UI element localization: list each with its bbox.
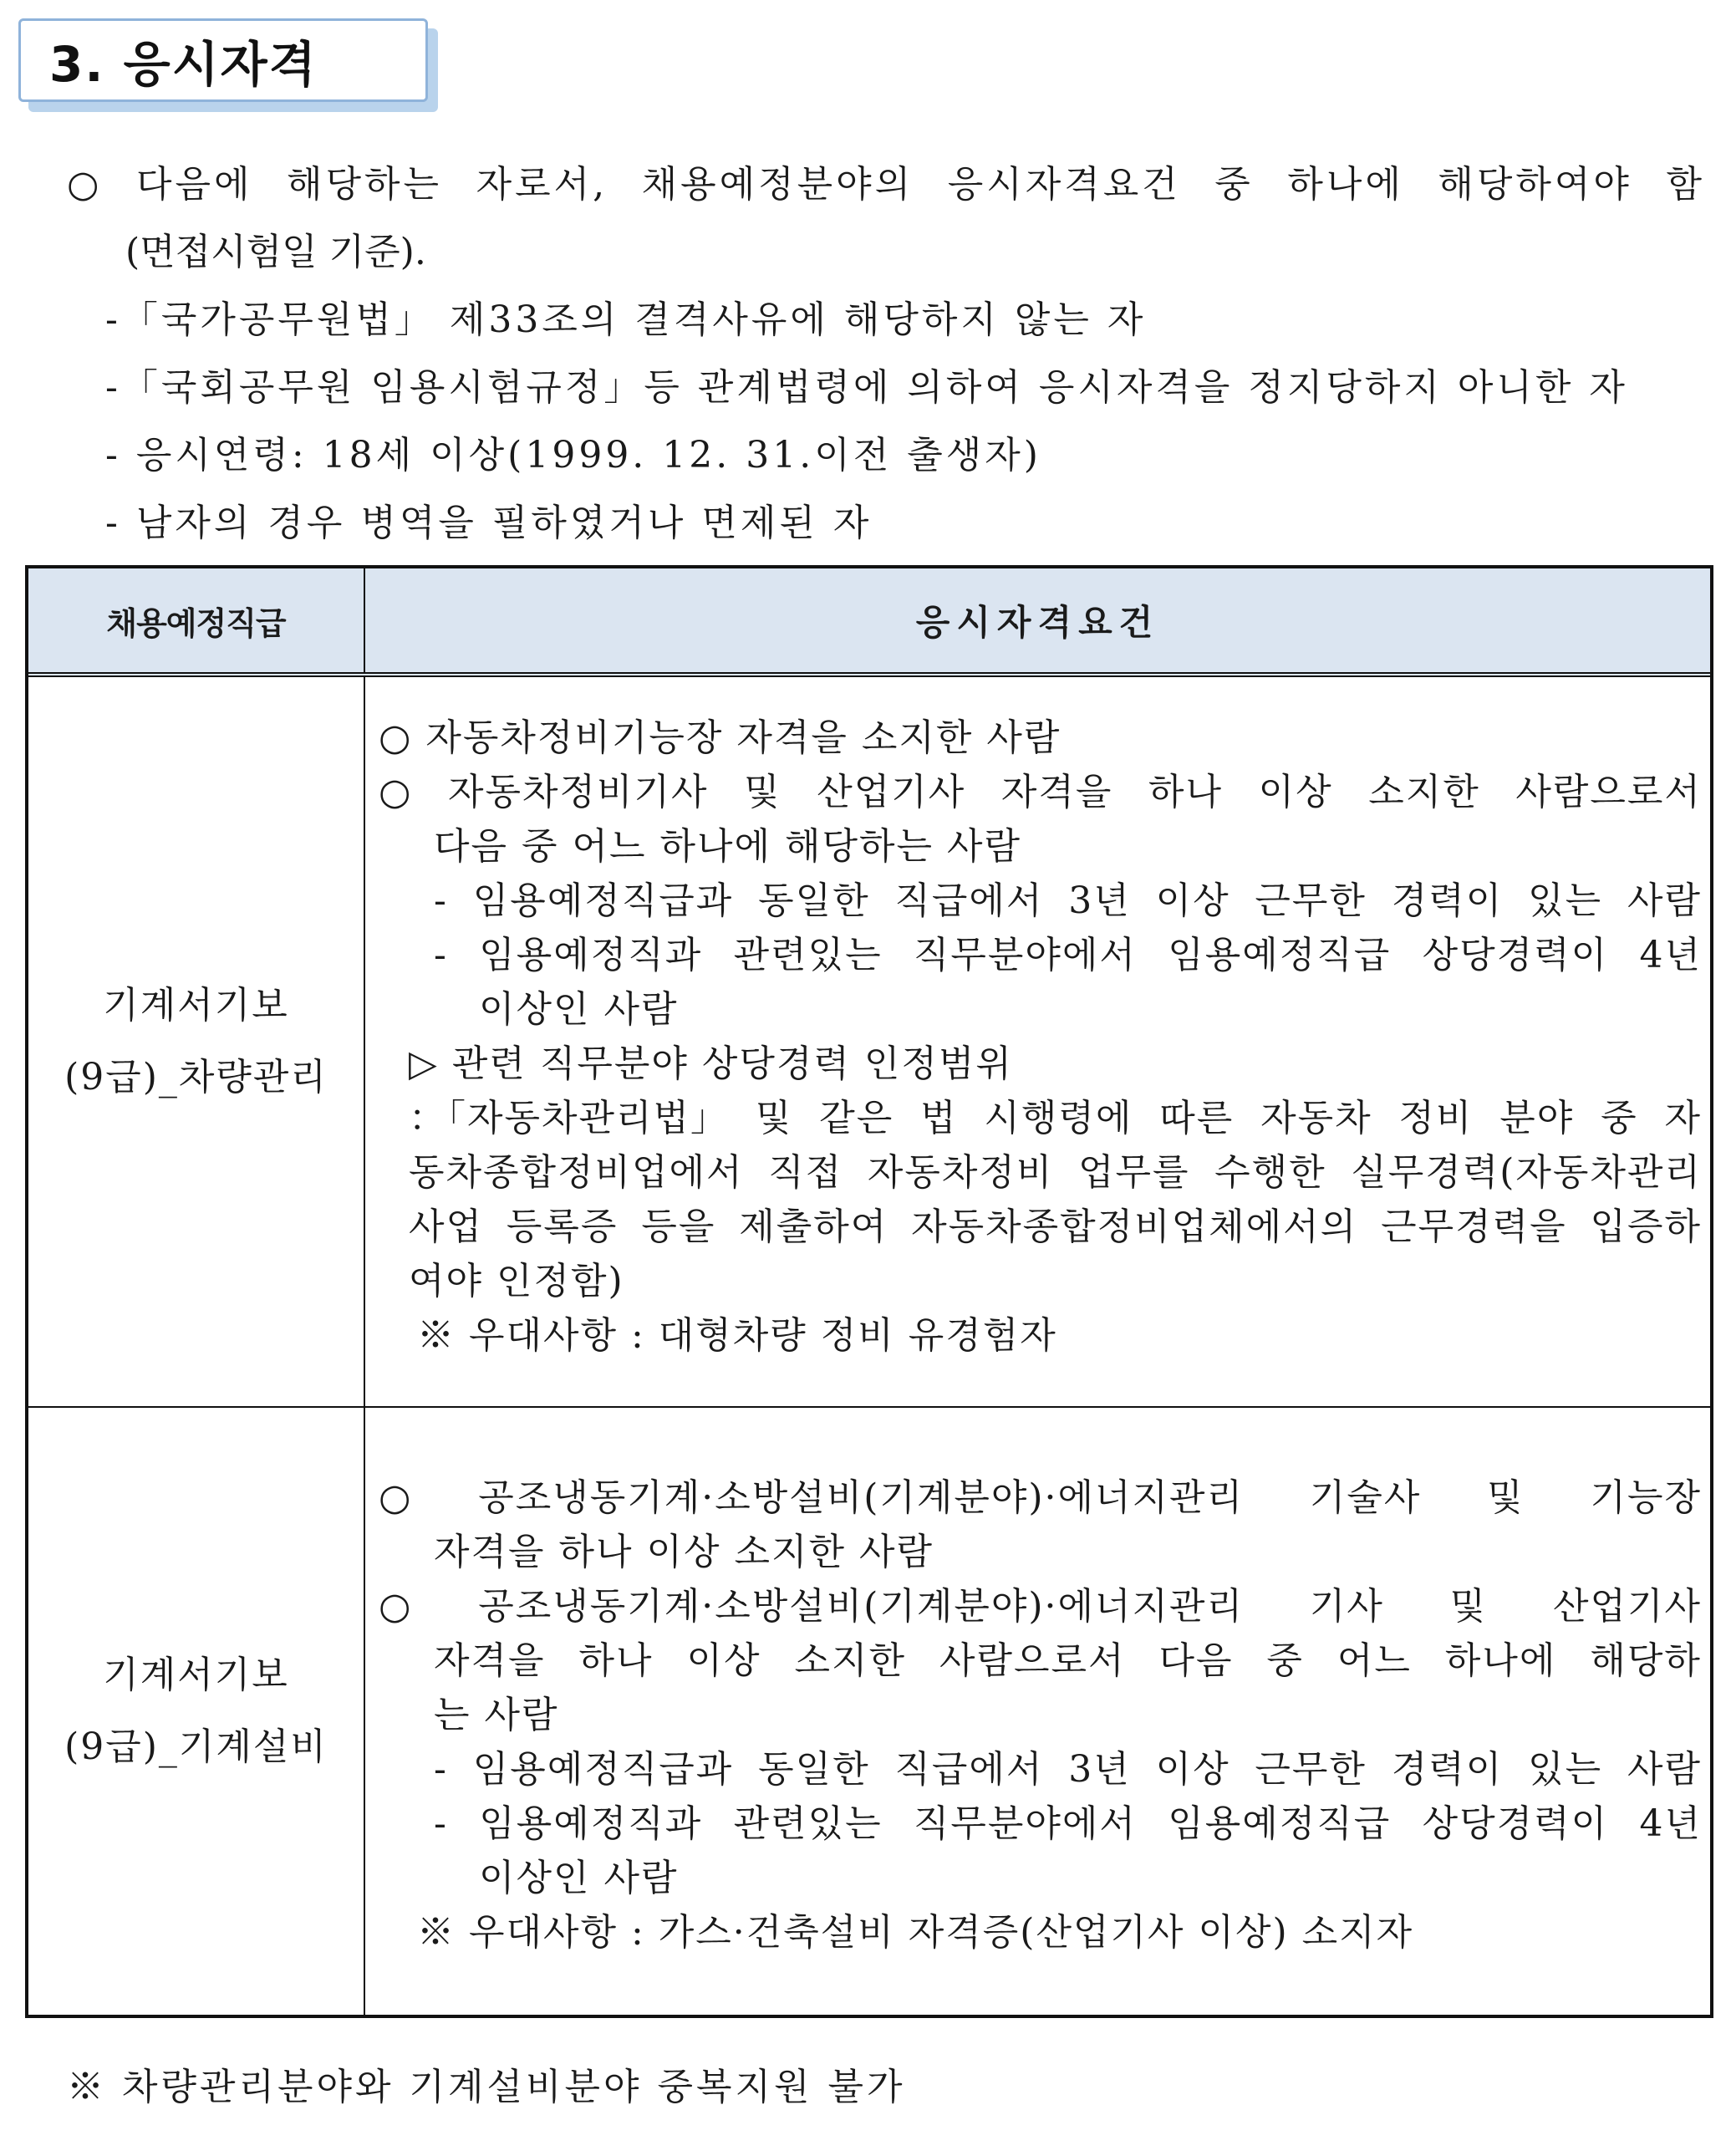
intro-bullet-line [67, 150, 1705, 218]
word: 직급에서 [894, 879, 1044, 922]
word: 실무경력(자동차관리 [1351, 1151, 1702, 1194]
word: 자동차 [1260, 1097, 1372, 1139]
header-grade: 채용예정직급 [28, 568, 365, 672]
req-line [379, 1200, 1702, 1254]
intro-block [67, 150, 1705, 557]
word: 관련있는 [733, 934, 883, 976]
word: 다음에 [135, 163, 253, 206]
req-line [379, 1470, 1702, 1525]
word: 임용예정직급과 [472, 879, 734, 922]
requirements-cell [365, 677, 1710, 1406]
word: 이상 [1155, 1748, 1230, 1791]
word: 3년 [1068, 1748, 1131, 1791]
word: ○ [379, 771, 413, 813]
word: 등을 [641, 1205, 716, 1248]
req-line [379, 1742, 1702, 1797]
word: 이상 [686, 1639, 761, 1682]
word: 자동차정비 [867, 1151, 1054, 1194]
word: 산업기사 [817, 771, 966, 813]
word: 기능장 [1590, 1476, 1702, 1519]
header-requirements: 응시자격요건 [915, 602, 1160, 643]
word: 하나 [578, 1639, 654, 1682]
word: 자 [1664, 1097, 1702, 1139]
word: ：「자동차관리법」 [409, 1097, 730, 1139]
word: 공조냉동기계·소방설비(기계분야)·에너지관리 [478, 1585, 1245, 1628]
requirements-lines [379, 711, 1702, 1363]
word: 4년 [1639, 1802, 1702, 1845]
word: 업무를 [1077, 1151, 1190, 1194]
grade-cell [28, 1408, 365, 2015]
word: - [434, 879, 448, 922]
word: 경력이 [1391, 1748, 1504, 1791]
word: 사업 [409, 1205, 484, 1248]
grade-field: (9급)_차량관리 [64, 1056, 328, 1098]
req-line: 여야 인정함) [409, 1260, 624, 1302]
word: 따른 [1159, 1097, 1235, 1139]
word: 사람 [1627, 1748, 1702, 1791]
section-heading [18, 18, 436, 110]
word: 채용예정분야의 [641, 163, 914, 206]
req-line [379, 1145, 1702, 1200]
word: 응시자격요건 [947, 163, 1181, 206]
req-line [379, 1634, 1702, 1688]
word: 동일한 [758, 879, 870, 922]
req-line [379, 1091, 1702, 1145]
word: 직급에서 [894, 1748, 1044, 1791]
word: 있는 [1528, 879, 1603, 922]
heading-box [18, 18, 428, 102]
req-line [379, 874, 1702, 928]
word: 기술사 [1309, 1476, 1422, 1519]
word: 사람으로서 [939, 1639, 1126, 1682]
intro-dash-4: - 남자의 경우 병역을 필하였거나 면제된 자 [105, 502, 873, 544]
word: 근무경력을 [1381, 1205, 1567, 1248]
word: 상당경력이 [1422, 934, 1609, 976]
word: 4년 [1639, 934, 1702, 976]
req-line [379, 765, 1702, 819]
intro-dash-3: - 응시연령: 18세 이상(1999. 12. 31.이전 출생자) [105, 434, 1041, 477]
word: 소지한 [1368, 771, 1480, 813]
word: 자로서, [476, 163, 608, 206]
word: 같은 [819, 1097, 894, 1139]
word: 동일한 [758, 1748, 870, 1791]
requirements-cell [365, 1408, 1710, 2015]
word: 및 [744, 771, 781, 813]
req-line [379, 1579, 1702, 1634]
word: 사람 [1627, 879, 1702, 922]
req-line: 이상인 사람 [479, 1857, 679, 1899]
intro-dash-2: -「국회공무원 임용시험규정」등 관계법령에 의하여 응시자격을 정지당하지 아니한 자 [105, 366, 1628, 409]
word: 및 [755, 1097, 793, 1139]
requirements-table [25, 565, 1713, 2018]
req-line: ※ 우대사항 : 대형차량 정비 유경험자 [417, 1314, 1057, 1357]
word: 직무분야에서 [913, 1802, 1137, 1845]
table-header-row [28, 568, 1710, 677]
req-line: 는 사람 [434, 1694, 559, 1736]
word: 산업기사 [1552, 1585, 1702, 1628]
word: 중 [1266, 1639, 1304, 1682]
word: 중 [1214, 163, 1254, 206]
word: 직무분야에서 [913, 934, 1137, 976]
intro-bullet-continuation: (면접시험일 기준). [125, 231, 426, 273]
req-line: ▷ 관련 직무분야 상당경력 인정범위 [409, 1042, 1013, 1085]
grade-field: (9급)_기계설비 [64, 1725, 328, 1768]
word: 동차종합정비업에서 [409, 1151, 744, 1194]
word: 입증하 [1590, 1205, 1702, 1248]
grade-title: 기계서기보 [103, 1654, 289, 1696]
word: 사람으로서 [1515, 771, 1702, 813]
word: 및 [1487, 1476, 1525, 1519]
word: 자격을 [434, 1639, 546, 1682]
word: 경력이 [1391, 879, 1504, 922]
intro-dash-1: -「국가공무원법」 제33조의 결격사유에 해당하지 않는 자 [105, 298, 1147, 341]
word: 기사 [1309, 1585, 1384, 1628]
word: 임용예정직과 [479, 934, 703, 976]
word: 하나 [1148, 771, 1224, 813]
word: 이상 [1258, 771, 1333, 813]
word: 소지한 [794, 1639, 906, 1682]
req-line: 다음 중 어느 하나에 해당하는 사람 [434, 825, 1021, 868]
word: 제출하여 [739, 1205, 888, 1248]
word: 법 [920, 1097, 958, 1139]
word: 및 [1449, 1585, 1488, 1628]
word: 자동차종합정비업체에서의 [911, 1205, 1358, 1248]
word: 공조냉동기계·소방설비(기계분야)·에너지관리 [478, 1476, 1245, 1519]
word: - [434, 934, 448, 976]
word: 하나에 [1444, 1639, 1557, 1682]
word: 관련있는 [733, 1802, 883, 1845]
req-line: ○ 자동차정비기능장 자격을 소지한 사람 [379, 716, 1062, 759]
section-title: 3. 응시자격 [49, 36, 318, 93]
word: 있는 [1528, 1748, 1603, 1791]
word: 시행령에 [984, 1097, 1133, 1139]
word: ○ [67, 163, 103, 206]
word: 임용예정직급과 [472, 1748, 734, 1791]
req-line [379, 928, 1702, 982]
word: - [434, 1748, 448, 1791]
word: 직접 [768, 1151, 843, 1194]
word: 분야 [1499, 1097, 1575, 1139]
req-line: 이상인 사람 [479, 988, 679, 1031]
word: 해당하 [1590, 1639, 1702, 1682]
requirements-lines [379, 1470, 1702, 1960]
word: - [434, 1802, 448, 1845]
word: 수행한 [1214, 1151, 1326, 1194]
word: 자격을 [1000, 771, 1113, 813]
grade-title: 기계서기보 [103, 984, 289, 1027]
word: 상당경력이 [1422, 1802, 1609, 1845]
req-line: ※ 우대사항 : 가스·건축설비 자격증(산업기사 이상) 소지자 [417, 1911, 1414, 1954]
req-line: 자격을 하나 이상 소지한 사람 [434, 1531, 934, 1573]
word: 해당하는 [287, 163, 443, 206]
word: 자동차정비기사 [448, 771, 709, 813]
word: 다음 [1158, 1639, 1234, 1682]
word: 함 [1666, 163, 1705, 206]
word: 이상 [1155, 879, 1230, 922]
word: 해당하여야 [1438, 163, 1632, 206]
req-line [379, 1797, 1702, 1851]
word: 임용예정직급 [1168, 934, 1392, 976]
word: 근무한 [1255, 1748, 1367, 1791]
word: 중 [1601, 1097, 1638, 1139]
grade-cell [28, 677, 365, 1406]
word: 등록증 [506, 1205, 619, 1248]
word: 임용예정직과 [479, 1802, 703, 1845]
table-row [28, 677, 1710, 1408]
word: ○ [379, 1476, 413, 1519]
word: ○ [379, 1585, 413, 1628]
word: 하나에 [1287, 163, 1404, 206]
word: 정비 [1398, 1097, 1474, 1139]
footer-note: ※ 차량관리분야와 기계설비분야 중복지원 불가 [67, 2066, 906, 2108]
table-row [28, 1408, 1710, 2015]
word: 임용예정직급 [1168, 1802, 1392, 1845]
word: 어느 [1336, 1639, 1412, 1682]
word: 근무한 [1255, 879, 1367, 922]
word: 3년 [1068, 879, 1131, 922]
